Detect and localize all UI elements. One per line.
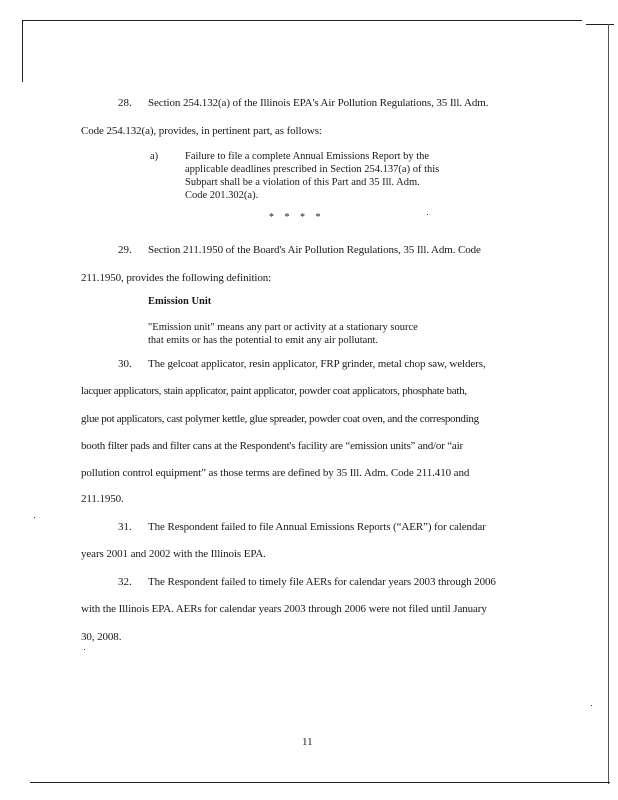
paragraph-30-line: The gelcoat applicator, resin applicator, FRP grinder, metal chop saw, welders, <box>148 358 486 370</box>
paragraph-29-line-1: Section 211.1950 of the Board's Air Pollution Regulations, 35 Ill. Adm. Code <box>148 244 481 256</box>
paragraph-30-line: 211.1950. <box>81 493 124 505</box>
scan-speck <box>84 649 85 650</box>
paragraph-29-line-2: 211.1950, provides the following definition: <box>81 272 272 284</box>
definition-term: Emission Unit <box>148 296 212 307</box>
paragraph-28-line-1: Section 254.132(a) of the Illinois EPA's Air Pollution Regulations, 35 Ill. Adm. <box>148 97 489 109</box>
paragraph-32-number: 32. <box>118 576 132 588</box>
definition-line: that emits or has the potential to emit any air pollutant. <box>148 335 379 346</box>
quote-line: Code 201.302(a). <box>185 190 259 201</box>
scan-left-border <box>22 20 23 82</box>
ellipsis-stars: * * * * <box>269 212 325 223</box>
quote-line: Subpart shall be a violation of this Part and 35 Ill. Adm. <box>185 177 420 188</box>
quote-marker: a) <box>150 151 159 162</box>
paragraph-28-number: 28. <box>118 97 132 109</box>
paragraph-28-line-2: Code 254.132(a), provides, in pertinent part, as follows: <box>81 125 322 137</box>
definition-line: "Emission unit" means any part or activity at a stationary source <box>148 322 418 333</box>
paragraph-30-line: glue pot applicators, cast polymer kettle, glue spreader, powder coat oven, and the corresponding <box>81 413 479 425</box>
paragraph-30-number: 30. <box>118 358 132 370</box>
scan-top-border <box>22 20 582 21</box>
paragraph-31-line: The Respondent failed to file Annual Emissions Reports (“AER”) for calendar <box>148 521 486 533</box>
paragraph-30-line: pollution control equipment” as those terms are defined by 35 Ill. Adm. Code 211.410 and <box>81 467 470 479</box>
scan-top-border-right <box>586 24 614 25</box>
paragraph-32-line: 30, 2008. <box>81 631 122 643</box>
quote-line: Failure to file a complete Annual Emissions Report by the <box>185 151 430 162</box>
quote-line: applicable deadlines prescribed in Section 254.137(a) of this <box>185 164 440 175</box>
paragraph-32-line: with the Illinois EPA. AERs for calendar years 2003 through 2006 were not filed until January <box>81 603 487 615</box>
scan-speck <box>427 214 428 215</box>
scan-speck <box>34 517 35 518</box>
paragraph-30-line: booth filter pads and filter cans at the Respondent's facility are “emission units” and/or “air <box>81 440 463 452</box>
scan-speck <box>591 705 592 706</box>
paragraph-30-line: lacquer applicators, stain applicator, paint applicator, powder coat applicators, phosphate bath, <box>81 385 467 397</box>
scan-bottom-border <box>30 782 610 783</box>
paragraph-32-line: The Respondent failed to timely file AERs for calendar years 2003 through 2006 <box>148 576 496 588</box>
page-number: 11 <box>302 736 313 748</box>
paragraph-31-number: 31. <box>118 521 132 533</box>
scan-right-border <box>608 24 609 784</box>
paragraph-29-number: 29. <box>118 244 132 256</box>
paragraph-31-line: years 2001 and 2002 with the Illinois EPA. <box>81 548 266 560</box>
